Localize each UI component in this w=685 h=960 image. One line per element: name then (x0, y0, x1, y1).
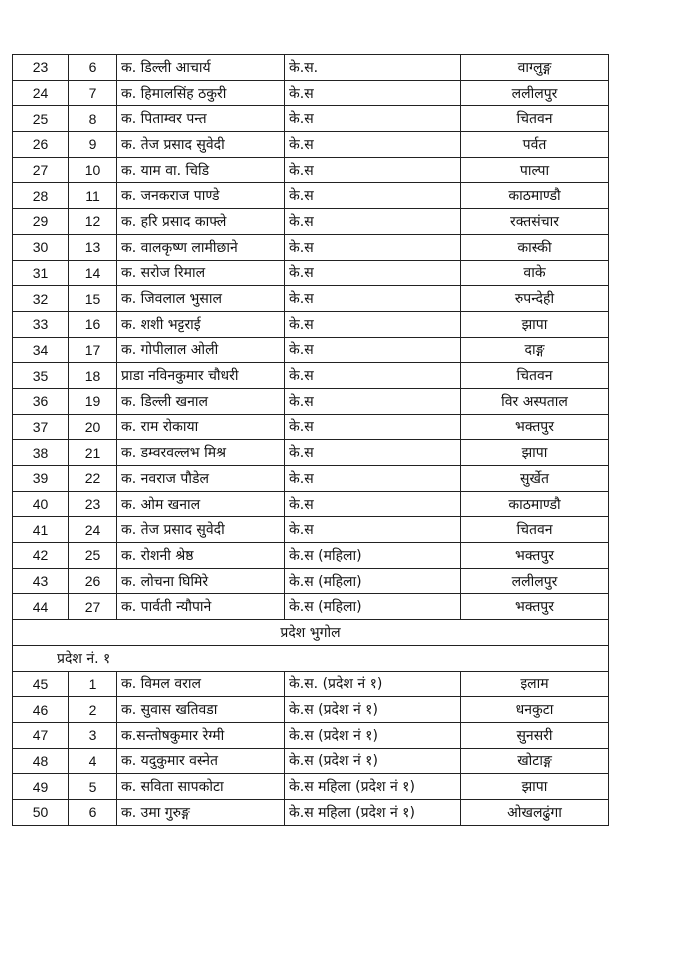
position-number-cell: 19 (69, 388, 117, 414)
member-name-cell: क. हिमालसिंह ठकुरी (117, 80, 285, 106)
serial-number-cell: 39 (13, 466, 69, 492)
district-cell: खोटाङ्ग (461, 748, 609, 774)
district-cell: सुनसरी (461, 722, 609, 748)
category-cell: के.स (285, 311, 461, 337)
category-cell: के.स (महिला) (285, 568, 461, 594)
category-cell: के.स (प्रदेश नं १) (285, 748, 461, 774)
position-number-cell: 16 (69, 311, 117, 337)
member-name-cell: क. डिल्ली खनाल (117, 388, 285, 414)
district-cell: पाल्पा (461, 157, 609, 183)
member-row (13, 286, 609, 312)
section-heading: प्रदेश भुगोल (13, 620, 609, 646)
member-row (13, 209, 609, 235)
position-number-cell: 7 (69, 80, 117, 106)
district-cell: चितवन (461, 106, 609, 132)
category-cell: के.स महिला (प्रदेश नं १) (285, 774, 461, 800)
serial-number-cell: 31 (13, 260, 69, 286)
member-row (13, 106, 609, 132)
member-name-cell: क. विमल वराल (117, 671, 285, 697)
position-number-cell: 6 (69, 799, 117, 825)
member-name-cell: क. डिल्ली आचार्य (117, 55, 285, 81)
district-cell: भक्तपुर (461, 414, 609, 440)
category-cell: के.स. (285, 55, 461, 81)
serial-number-cell: 48 (13, 748, 69, 774)
member-name-cell: क. जनकराज पाण्डे (117, 183, 285, 209)
member-name-cell: क. पिताम्वर पन्त (117, 106, 285, 132)
member-row (13, 799, 609, 825)
serial-number-cell: 26 (13, 132, 69, 158)
district-cell: दाङ्ग (461, 337, 609, 363)
category-cell: के.स (महिला) (285, 543, 461, 569)
position-number-cell: 11 (69, 183, 117, 209)
member-name-cell: क. सरोज रिमाल (117, 260, 285, 286)
member-row (13, 363, 609, 389)
serial-number-cell: 49 (13, 774, 69, 800)
position-number-cell: 9 (69, 132, 117, 158)
category-cell: के.स (285, 286, 461, 312)
district-cell: पर्वत (461, 132, 609, 158)
position-number-cell: 4 (69, 748, 117, 774)
member-name-cell: क. लोचना घिमिरे (117, 568, 285, 594)
serial-number-cell: 33 (13, 311, 69, 337)
district-cell: सुर्खेत (461, 466, 609, 492)
member-name-cell: क. शशी भट्टराई (117, 311, 285, 337)
serial-number-cell: 35 (13, 363, 69, 389)
serial-number-cell: 41 (13, 517, 69, 543)
district-cell: इलाम (461, 671, 609, 697)
member-name-cell: क. पार्वती न्यौपाने (117, 594, 285, 620)
subsection-heading: प्रदेश नं. १ (13, 645, 609, 671)
district-cell: ललीलपुर (461, 568, 609, 594)
member-row (13, 543, 609, 569)
position-number-cell: 21 (69, 440, 117, 466)
serial-number-cell: 25 (13, 106, 69, 132)
district-cell: चितवन (461, 363, 609, 389)
member-name-cell: क. तेज प्रसाद सुवेदी (117, 517, 285, 543)
position-number-cell: 20 (69, 414, 117, 440)
category-cell: के.स (285, 414, 461, 440)
member-row (13, 311, 609, 337)
member-row (13, 337, 609, 363)
position-number-cell: 23 (69, 491, 117, 517)
district-cell: भक्तपुर (461, 543, 609, 569)
district-cell: रुपन्देही (461, 286, 609, 312)
member-row (13, 157, 609, 183)
serial-number-cell: 40 (13, 491, 69, 517)
position-number-cell: 17 (69, 337, 117, 363)
district-cell: धनकुटा (461, 697, 609, 723)
serial-number-cell: 36 (13, 388, 69, 414)
position-number-cell: 26 (69, 568, 117, 594)
category-cell: के.स (285, 132, 461, 158)
category-cell: के.स (285, 337, 461, 363)
position-number-cell: 27 (69, 594, 117, 620)
district-cell: वाके (461, 260, 609, 286)
member-name-cell: क. हरि प्रसाद काफ्ले (117, 209, 285, 235)
member-row (13, 183, 609, 209)
member-name-cell: क. गोपीलाल ओली (117, 337, 285, 363)
member-name-cell: क. याम वा. चिडि (117, 157, 285, 183)
serial-number-cell: 38 (13, 440, 69, 466)
member-row (13, 774, 609, 800)
category-cell: के.स (285, 234, 461, 260)
category-cell: के.स (प्रदेश नं १) (285, 697, 461, 723)
member-name-cell: क. वालकृष्ण लामीछाने (117, 234, 285, 260)
serial-number-cell: 44 (13, 594, 69, 620)
district-cell: रक्तसंचार (461, 209, 609, 235)
district-cell: झापा (461, 311, 609, 337)
position-number-cell: 12 (69, 209, 117, 235)
district-cell: ललीलपुर (461, 80, 609, 106)
member-name-cell: क. राम रोकाया (117, 414, 285, 440)
position-number-cell: 2 (69, 697, 117, 723)
member-row (13, 517, 609, 543)
district-cell: ओखलढुंगा (461, 799, 609, 825)
serial-number-cell: 50 (13, 799, 69, 825)
member-row (13, 234, 609, 260)
position-number-cell: 1 (69, 671, 117, 697)
member-row (13, 671, 609, 697)
member-row (13, 466, 609, 492)
member-name-cell: क. तेज प्रसाद सुवेदी (117, 132, 285, 158)
position-number-cell: 13 (69, 234, 117, 260)
serial-number-cell: 29 (13, 209, 69, 235)
district-cell: काठमाण्डौ (461, 491, 609, 517)
member-name-cell: क.सन्तोषकुमार रेग्मी (117, 722, 285, 748)
position-number-cell: 5 (69, 774, 117, 800)
serial-number-cell: 32 (13, 286, 69, 312)
member-list-body (13, 55, 609, 826)
member-row (13, 414, 609, 440)
member-row (13, 722, 609, 748)
member-row (13, 594, 609, 620)
category-cell: के.स (285, 106, 461, 132)
category-cell: के.स. (प्रदेश नं १) (285, 671, 461, 697)
category-cell: के.स (285, 183, 461, 209)
serial-number-cell: 46 (13, 697, 69, 723)
category-cell: के.स (महिला) (285, 594, 461, 620)
member-row (13, 260, 609, 286)
member-row (13, 132, 609, 158)
serial-number-cell: 23 (13, 55, 69, 81)
serial-number-cell: 27 (13, 157, 69, 183)
category-cell: के.स (285, 440, 461, 466)
member-name-cell: क. यदुकुमार वस्नेत (117, 748, 285, 774)
district-cell: झापा (461, 440, 609, 466)
category-cell: के.स (285, 80, 461, 106)
member-row (13, 491, 609, 517)
member-name-cell: क. नवराज पौडेल (117, 466, 285, 492)
category-cell: के.स महिला (प्रदेश नं १) (285, 799, 461, 825)
district-cell: झापा (461, 774, 609, 800)
member-name-cell: प्राडा नविनकुमार चौधरी (117, 363, 285, 389)
position-number-cell: 10 (69, 157, 117, 183)
category-cell: के.स (प्रदेश नं १) (285, 722, 461, 748)
serial-number-cell: 28 (13, 183, 69, 209)
district-cell: विर अस्पताल (461, 388, 609, 414)
category-cell: के.स (285, 491, 461, 517)
member-row (13, 388, 609, 414)
serial-number-cell: 30 (13, 234, 69, 260)
category-cell: के.स (285, 466, 461, 492)
serial-number-cell: 37 (13, 414, 69, 440)
serial-number-cell: 45 (13, 671, 69, 697)
serial-number-cell: 47 (13, 722, 69, 748)
serial-number-cell: 43 (13, 568, 69, 594)
district-cell: कास्की (461, 234, 609, 260)
category-cell: के.स (285, 260, 461, 286)
serial-number-cell: 34 (13, 337, 69, 363)
position-number-cell: 18 (69, 363, 117, 389)
member-name-cell: क. सविता सापकोटा (117, 774, 285, 800)
member-list-table (12, 54, 609, 826)
serial-number-cell: 24 (13, 80, 69, 106)
category-cell: के.स (285, 517, 461, 543)
member-row (13, 55, 609, 81)
district-cell: वाग्लुङ्ग (461, 55, 609, 81)
position-number-cell: 22 (69, 466, 117, 492)
member-name-cell: क. उमा गुरुङ्ग (117, 799, 285, 825)
member-name-cell: क. सुवास खतिवडा (117, 697, 285, 723)
position-number-cell: 14 (69, 260, 117, 286)
member-row (13, 80, 609, 106)
member-row (13, 440, 609, 466)
category-cell: के.स (285, 388, 461, 414)
member-name-cell: क. डम्वरवल्लभ मिश्र (117, 440, 285, 466)
category-cell: के.स (285, 157, 461, 183)
district-cell: चितवन (461, 517, 609, 543)
subsection-heading-row (13, 645, 609, 671)
member-row (13, 697, 609, 723)
position-number-cell: 15 (69, 286, 117, 312)
position-number-cell: 6 (69, 55, 117, 81)
member-name-cell: क. जिवलाल भुसाल (117, 286, 285, 312)
district-cell: काठमाण्डौ (461, 183, 609, 209)
member-row (13, 748, 609, 774)
section-heading-row (13, 620, 609, 646)
category-cell: के.स (285, 363, 461, 389)
member-name-cell: क. ओम खनाल (117, 491, 285, 517)
member-row (13, 568, 609, 594)
position-number-cell: 8 (69, 106, 117, 132)
serial-number-cell: 42 (13, 543, 69, 569)
district-cell: भक्तपुर (461, 594, 609, 620)
member-name-cell: क. रोशनी श्रेष्ठ (117, 543, 285, 569)
category-cell: के.स (285, 209, 461, 235)
position-number-cell: 3 (69, 722, 117, 748)
position-number-cell: 24 (69, 517, 117, 543)
position-number-cell: 25 (69, 543, 117, 569)
